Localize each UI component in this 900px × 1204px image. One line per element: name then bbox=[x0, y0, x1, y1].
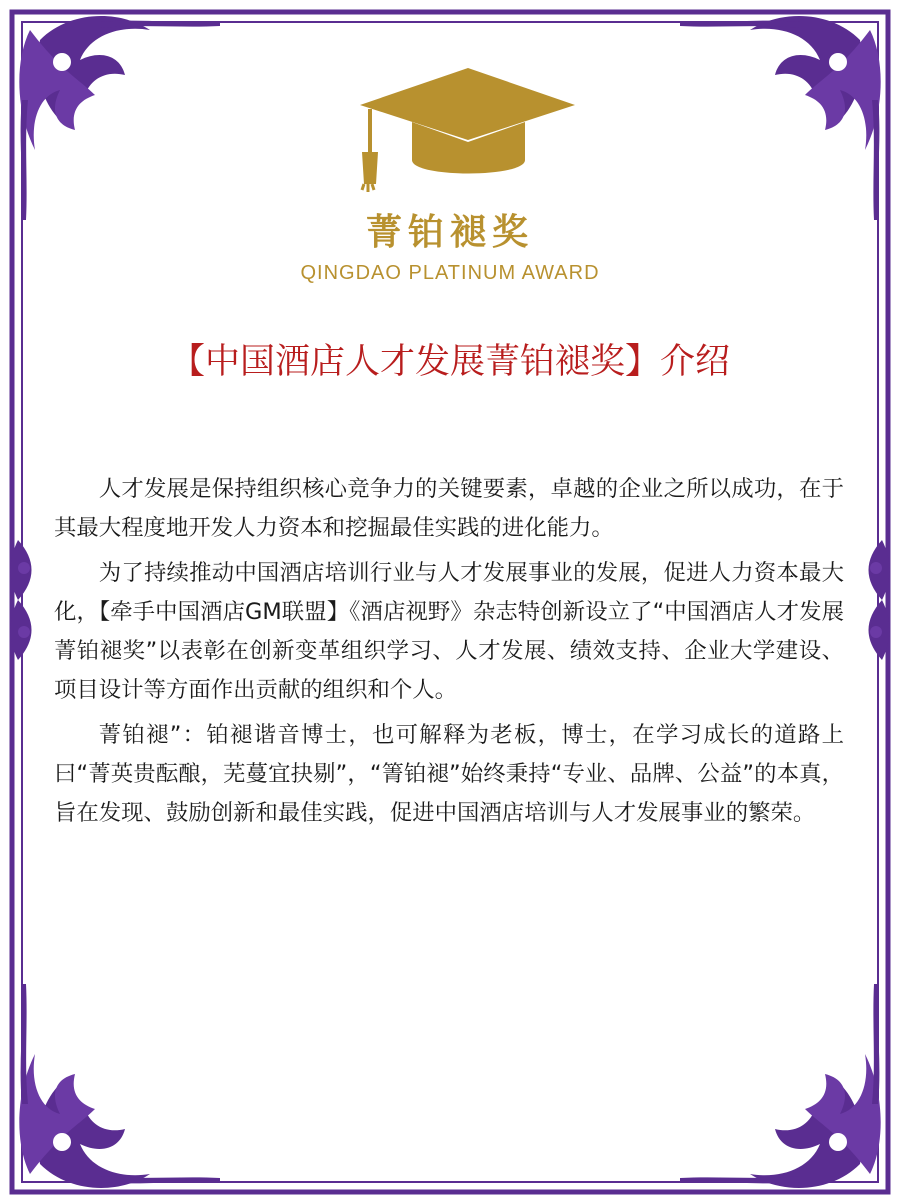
paragraph: 人才发展是保持组织核心竞争力的关键要素，卓越的企业之所以成功，在于其最大程度地开发人力资本和挖掘最佳实践的进化能力。 bbox=[54, 476, 844, 541]
graduation-cap-icon bbox=[350, 60, 580, 195]
intro-text bbox=[54, 470, 844, 839]
brand-name-cn: 菁铂褪奖 bbox=[365, 211, 534, 253]
page-title: 【中国酒店人才发展菁铂褪奖】介绍 bbox=[169, 342, 730, 382]
brand-name-en: QINGDAO PLATINUM AWARD bbox=[300, 262, 600, 284]
paragraph: 为了持续推动中国酒店培训行业与人才发展事业的发展，促进人力资本最大化，【牵手中国酒店GM联盟】《酒店视野》杂志特创新设立了“中国酒店人才发展菁铂褪奖”以表彰在创新变革组织学习、人才发展、绩效支持、企业大学建设、项目设计等方面作出贡献的组织和个人。 bbox=[54, 560, 844, 703]
paragraph: 菁铂褪”：铂褪谐音博士，也可解释为老板，博士，在学习成长的道路上曰“菁英贵酝酿，芜蔓宜抉剔”，“箐铂褪”始终秉持“专业、品牌、公益”的本真，旨在发现、鼓励创新和最佳实践，促进中国酒店培训与人才发展事业的繁荣。 bbox=[54, 722, 844, 826]
